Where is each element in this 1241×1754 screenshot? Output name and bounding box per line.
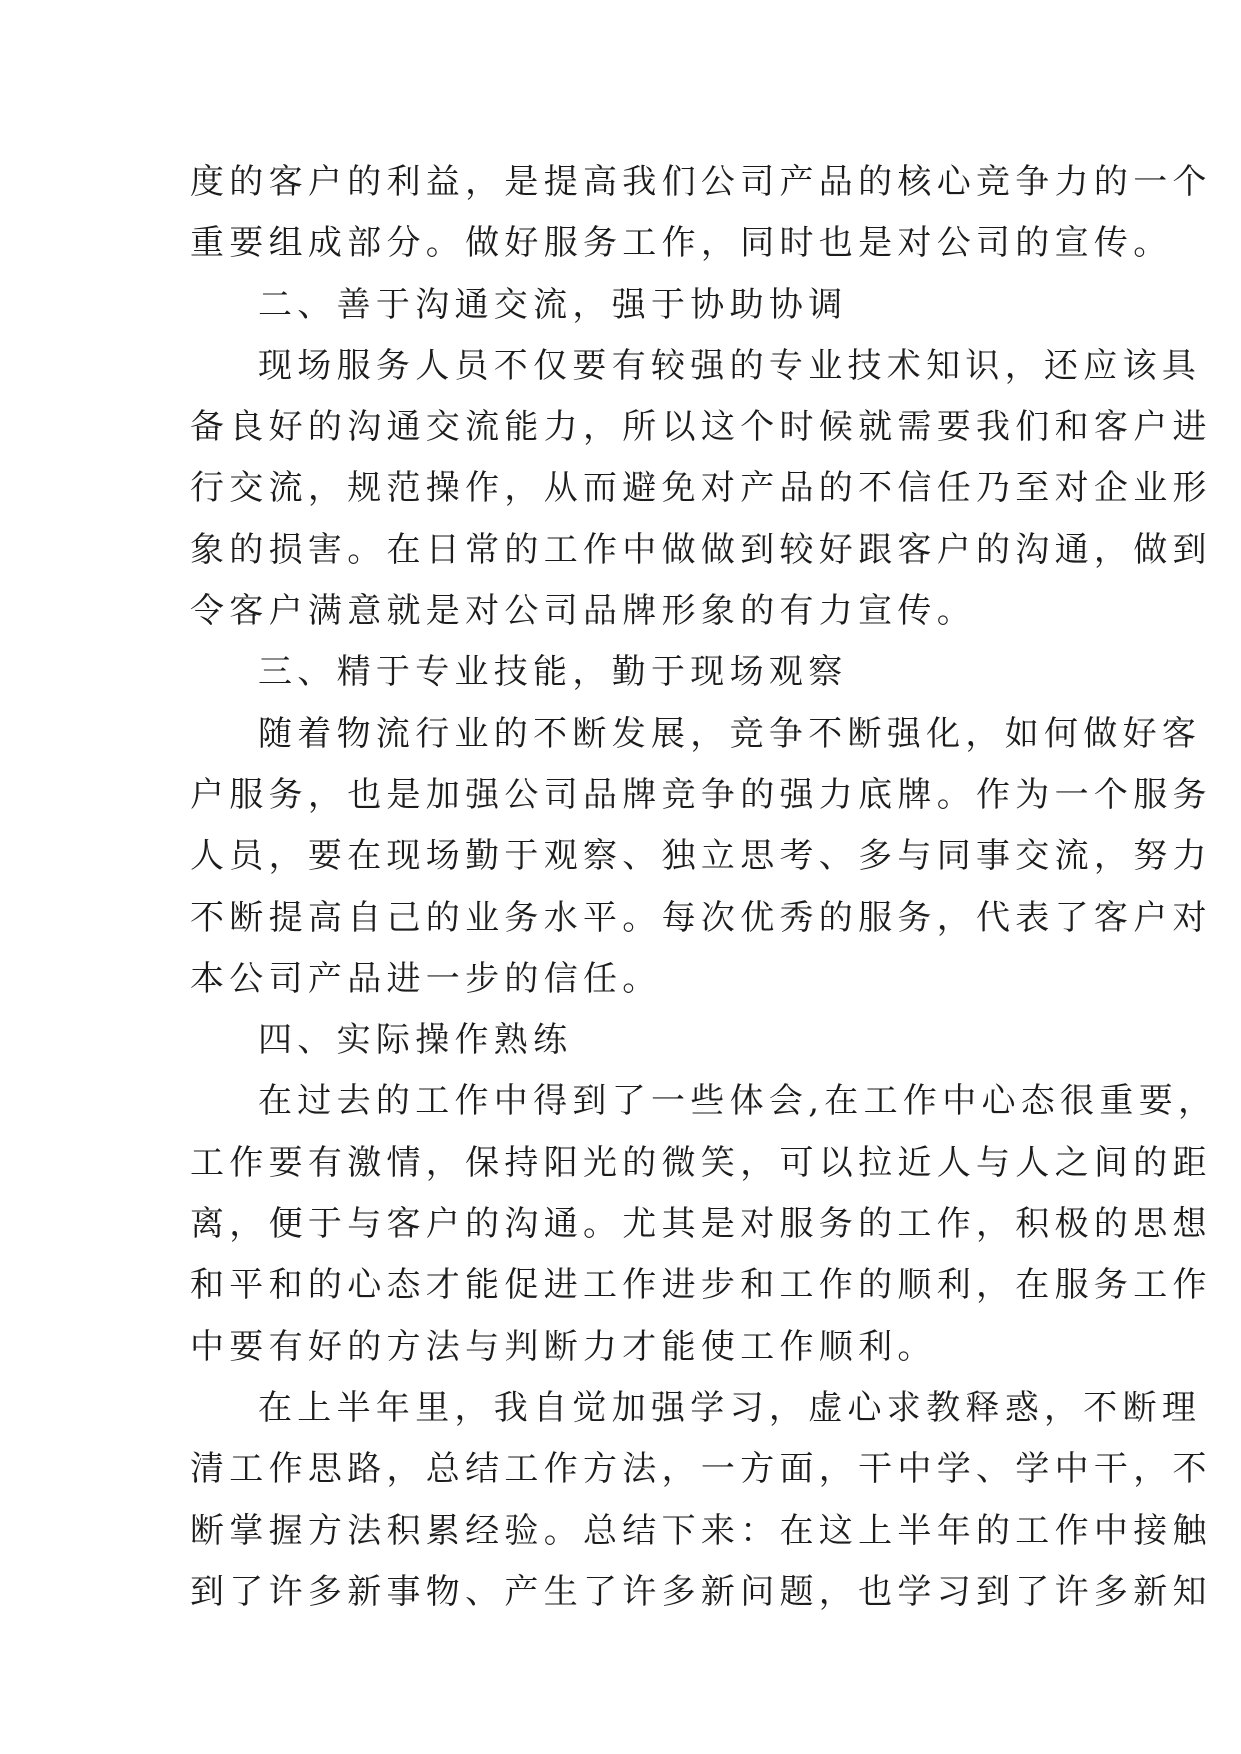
- text-line: 四、实际操作熟练: [258, 1020, 573, 1061]
- text-line: 象的损害。在日常的工作中做做到较好跟客户的沟通，做到: [190, 529, 1212, 570]
- text-line: 度的客户的利益，是提高我们公司产品的核心竞争力的一个: [190, 162, 1212, 202]
- text-line: 断掌握方法积累经验。总结下来：在这上半年的工作中接触: [190, 1510, 1212, 1551]
- text-line: 令客户满意就是对公司品牌形象的有力宣传。: [190, 591, 976, 632]
- text-line: 本公司产品进一步的信任。: [190, 958, 662, 999]
- text-line: 在上半年里，我自觉加强学习，虚心求教释惑，不断理: [258, 1387, 1202, 1428]
- document-body: [190, 152, 1218, 1623]
- text-line: 二、善于沟通交流，强于协助协调: [258, 284, 848, 325]
- text-line: 行交流，规范操作，从而避免对产品的不信任乃至对企业形: [190, 468, 1212, 509]
- text-line: 到了许多新事物、产生了许多新问题，也学习到了许多新知: [190, 1571, 1212, 1612]
- text-line: 随着物流行业的不断发展，竞争不断强化，如何做好客: [258, 713, 1202, 754]
- text-line: 重要组成部分。做好服务工作，同时也是对公司的宣传。: [190, 223, 1173, 264]
- text-line: 不断提高自己的业务水平。每次优秀的服务，代表了客户对: [190, 897, 1212, 938]
- text-line: 现场服务人员不仅要有较强的专业技术知识，还应该具: [258, 345, 1202, 386]
- text-line: 备良好的沟通交流能力，所以这个时候就需要我们和客户进: [190, 407, 1212, 448]
- text-line: 清工作思路，总结工作方法，一方面，干中学、学中干，不: [190, 1449, 1212, 1490]
- text-line: 三、精于专业技能，勤于现场观察: [258, 652, 848, 693]
- text-line: 中要有好的方法与判断力才能使工作顺利。: [190, 1326, 937, 1367]
- text-line: 在过去的工作中得到了一些体会,在工作中心态很重要，: [258, 1081, 1218, 1122]
- text-line: 户服务，也是加强公司品牌竞争的强力底牌。作为一个服务: [190, 774, 1212, 815]
- text-line: 离，便于与客户的沟通。尤其是对服务的工作，积极的思想: [190, 1204, 1212, 1245]
- text-line: 人员，要在现场勤于观察、独立思考、多与同事交流，努力: [190, 836, 1212, 877]
- text-line: 和平和的心态才能促进工作进步和工作的顺利，在服务工作: [190, 1265, 1212, 1306]
- text-line: 工作要有激情，保持阳光的微笑，可以拉近人与人之间的距: [190, 1142, 1212, 1183]
